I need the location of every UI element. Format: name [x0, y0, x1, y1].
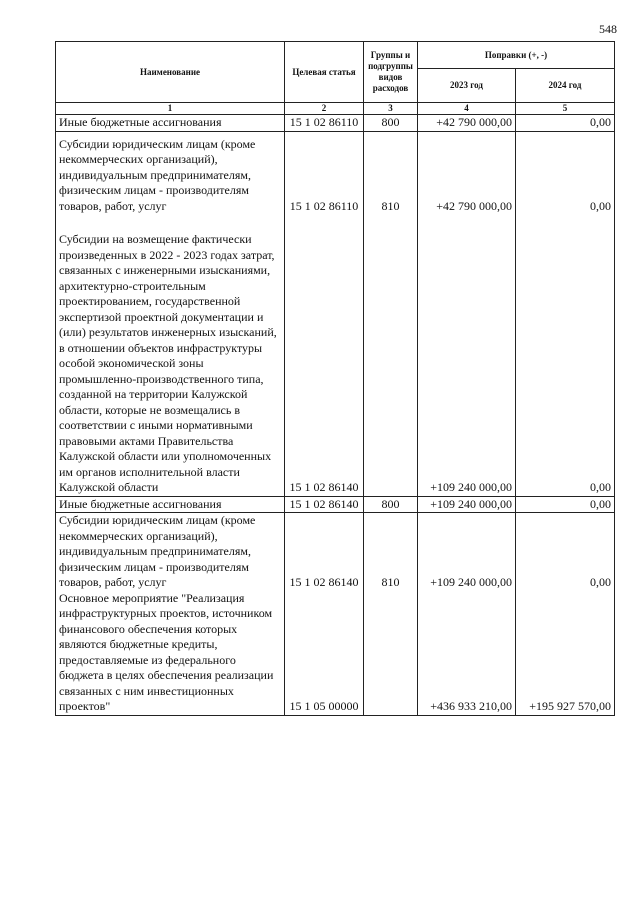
row-target-article: 15 1 02 86140 — [285, 496, 364, 513]
table-row — [56, 513, 615, 591]
header-target-article: Целевая статья — [285, 42, 364, 103]
row-target-article: 15 1 02 86110 — [285, 115, 364, 132]
row-target-article: 15 1 02 86140 — [285, 214, 364, 496]
row-amount-2024: 0,00 — [516, 214, 615, 496]
row-name: Субсидии юридическим лицам (кроме некоммерческих организаций), индивидуальным предпринимателям, физическим лицам - производителям товаров, работ, услуг — [56, 131, 285, 214]
table-row — [56, 496, 615, 513]
row-expense-group — [364, 591, 418, 716]
column-number: 3 — [364, 103, 418, 115]
row-amount-2023: +436 933 210,00 — [418, 591, 516, 716]
row-target-article: 15 1 02 86140 — [285, 513, 364, 591]
header-expense-groups: Группы и подгруппы видов расходов — [364, 42, 418, 103]
column-number: 1 — [56, 103, 285, 115]
row-expense-group: 810 — [364, 513, 418, 591]
row-name: Основное мероприятие "Реализация инфраструктурных проектов, источником финансового обеспечения которых являются бюджетные кредиты, предоставляемые из федерального бюджета в целях обеспечения реализации связанных с ним инвестиционных проектов" — [56, 591, 285, 716]
row-amount-2023: +109 240 000,00 — [418, 513, 516, 591]
row-amount-2024: 0,00 — [516, 496, 615, 513]
row-target-article: 15 1 02 86110 — [285, 131, 364, 214]
row-expense-group: 800 — [364, 496, 418, 513]
table-row — [56, 131, 615, 214]
row-amount-2023: +42 790 000,00 — [418, 115, 516, 132]
table-row — [56, 591, 615, 716]
row-expense-group: 810 — [364, 131, 418, 214]
table-row — [56, 214, 615, 496]
row-name: Субсидии на возмещение фактически произведенных в 2022 - 2023 годах затрат, связанных с инженерными изысканиями, архитектурно-строительным проектированием, государственной экспертизой проектной документации и (или) результатов инженерных изысканий, в отношении объектов инфраструктуры особой экономической зоны промышленно-производственного типа, созданной на территории Калужской области, которые не возмещались в соответствии с иными нормативными правовыми актами Правительства Калужской области или уполномоченных им органов исполнительной власти Калужской области — [56, 214, 285, 496]
column-number-row — [56, 103, 615, 115]
row-name: Субсидии юридическим лицам (кроме некоммерческих организаций), индивидуальным предпринимателям, физическим лицам - производителям товаров, работ, услуг — [56, 513, 285, 591]
row-amount-2024: 0,00 — [516, 513, 615, 591]
row-amount-2024: +195 927 570,00 — [516, 591, 615, 716]
header-name: Наименование — [56, 42, 285, 103]
header-year-2023: 2023 год — [418, 69, 516, 103]
row-amount-2023: +109 240 000,00 — [418, 496, 516, 513]
row-amount-2024: 0,00 — [516, 115, 615, 132]
row-name: Иные бюджетные ассигнования — [56, 115, 285, 132]
row-amount-2023: +109 240 000,00 — [418, 214, 516, 496]
column-number: 5 — [516, 103, 615, 115]
row-target-article: 15 1 05 00000 — [285, 591, 364, 716]
header-year-2024: 2024 год — [516, 69, 615, 103]
row-amount-2023: +42 790 000,00 — [418, 131, 516, 214]
row-name: Иные бюджетные ассигнования — [56, 496, 285, 513]
column-number: 4 — [418, 103, 516, 115]
row-amount-2024: 0,00 — [516, 131, 615, 214]
header-amendments: Поправки (+, -) — [418, 42, 615, 69]
budget-amendments-table — [55, 41, 615, 716]
table-row — [56, 115, 615, 132]
page-number: 548 — [599, 22, 617, 36]
row-expense-group — [364, 214, 418, 496]
row-expense-group: 800 — [364, 115, 418, 132]
column-number: 2 — [285, 103, 364, 115]
